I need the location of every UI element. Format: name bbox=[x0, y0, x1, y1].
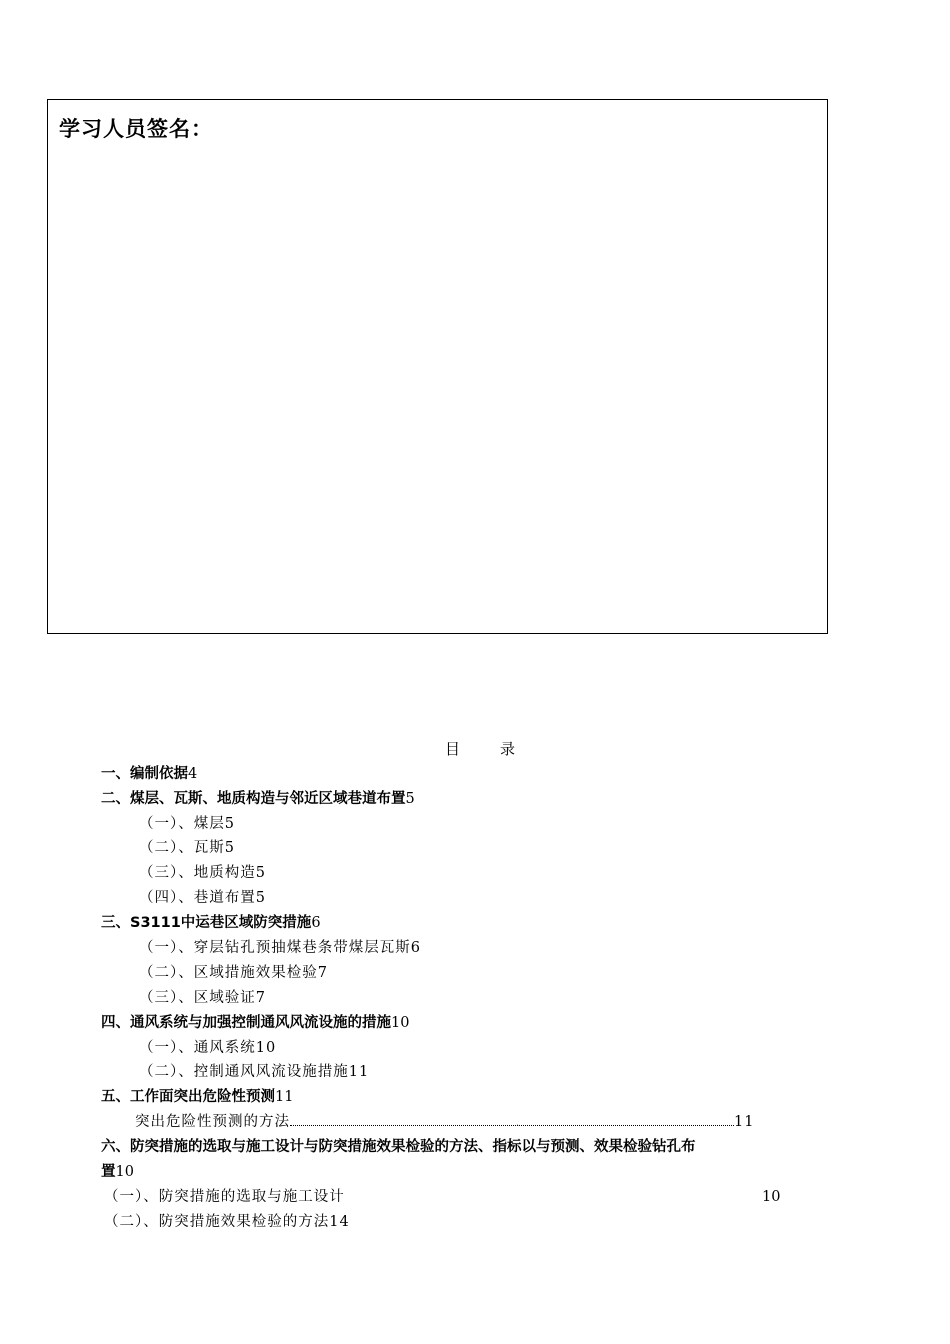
toc-entry[interactable] bbox=[101, 1137, 696, 1157]
toc-entry[interactable] bbox=[139, 838, 235, 858]
toc-entry[interactable] bbox=[139, 988, 266, 1008]
toc-entry-text: 一、编制依据 bbox=[101, 766, 188, 782]
toc-entry-page: 5 bbox=[224, 840, 235, 856]
toc-entry[interactable] bbox=[139, 1038, 276, 1058]
toc-entry-page: 10 bbox=[255, 1040, 277, 1056]
toc-entry-page: 5 bbox=[255, 865, 266, 881]
toc-entry[interactable] bbox=[139, 1062, 369, 1082]
toc-entry[interactable] bbox=[139, 888, 266, 908]
toc-entry-text: 置 bbox=[101, 1164, 116, 1180]
toc-entry[interactable] bbox=[101, 1087, 293, 1107]
dot-leader: . bbox=[290, 1112, 734, 1126]
toc-entry[interactable] bbox=[101, 1162, 134, 1182]
toc-entry-page: 11 bbox=[348, 1064, 370, 1080]
toc-entry-page: 7 bbox=[317, 965, 328, 981]
toc-entry-text: （二）、区域措施效果检验 bbox=[139, 965, 318, 981]
toc-title-char-2: 录 bbox=[500, 740, 518, 758]
toc-entry-text: （四）、巷道布置 bbox=[139, 890, 256, 906]
toc-entry-text: 二、煤层、瓦斯、地质构造与邻近区域巷道布置 bbox=[101, 791, 406, 807]
toc-entry[interactable] bbox=[101, 913, 321, 933]
toc-entry-page: 14 bbox=[329, 1214, 350, 1230]
toc-entry[interactable] bbox=[101, 789, 415, 809]
toc-entry-text: 五、工作面突出危险性预测 bbox=[101, 1089, 275, 1105]
toc-entry-text: 突出危险性预测的方法 bbox=[135, 1114, 290, 1130]
toc-entry-page: 5 bbox=[405, 791, 415, 807]
toc-entry-text: （一）、穿层钻孔预抽煤巷条带煤层瓦斯 bbox=[139, 940, 411, 956]
toc-entry-page: 10 bbox=[115, 1164, 134, 1180]
toc-entry-text: 三、S3111中运巷区域防突措施 bbox=[101, 915, 312, 931]
toc-entry-text: （二）、控制通风风流设施措施 bbox=[139, 1064, 349, 1080]
toc-entry-text: （一）、防突措施的选取与施工设计 bbox=[104, 1189, 345, 1205]
toc-entry[interactable] bbox=[135, 1112, 754, 1132]
toc-entry[interactable] bbox=[139, 938, 421, 958]
toc-entry-page: 6 bbox=[410, 940, 421, 956]
toc-entry-text: 四、通风系统与加强控制通风风流设施的措施 bbox=[101, 1015, 391, 1031]
toc-entry[interactable] bbox=[101, 764, 197, 784]
toc-entry-text: （一）、通风系统 bbox=[139, 1040, 256, 1056]
toc-entry-text: （一）、煤层 bbox=[139, 816, 225, 832]
toc-entry-page: 7 bbox=[255, 990, 266, 1006]
toc-entry[interactable] bbox=[139, 814, 235, 834]
toc-entry-text: （二）、瓦斯 bbox=[139, 840, 225, 856]
toc-entry[interactable] bbox=[139, 863, 266, 883]
toc-entry-page: 10 bbox=[391, 1015, 410, 1031]
toc-entry[interactable] bbox=[104, 1212, 350, 1232]
toc-entry-page: 11 bbox=[275, 1089, 294, 1105]
signature-box bbox=[47, 99, 828, 634]
toc-entry-text: （三）、地质构造 bbox=[139, 865, 256, 881]
toc-entry-page: 4 bbox=[188, 766, 198, 782]
toc-entry[interactable] bbox=[139, 963, 328, 983]
toc-entry-page: 5 bbox=[224, 816, 235, 832]
toc-entry-page: 6 bbox=[311, 915, 321, 931]
toc-entry-text: （二）、防突措施效果检验的方法 bbox=[104, 1214, 330, 1230]
toc-entry[interactable] bbox=[101, 1013, 409, 1033]
toc-entry[interactable] bbox=[104, 1187, 345, 1207]
toc-title bbox=[445, 738, 517, 759]
toc-entry-page: 11 bbox=[734, 1114, 755, 1130]
toc-title-char-1: 目 bbox=[445, 740, 463, 758]
signature-label: 学习人员签名： bbox=[59, 117, 213, 141]
toc-entry-page: 5 bbox=[255, 890, 266, 906]
toc-entry-text: （三）、区域验证 bbox=[139, 990, 256, 1006]
toc-entry-page: 10 bbox=[762, 1189, 781, 1205]
toc-entry-text: 六、防突措施的选取与施工设计与防突措施效果检验的方法、指标以与预测、效果检验钻孔布 bbox=[101, 1139, 696, 1155]
